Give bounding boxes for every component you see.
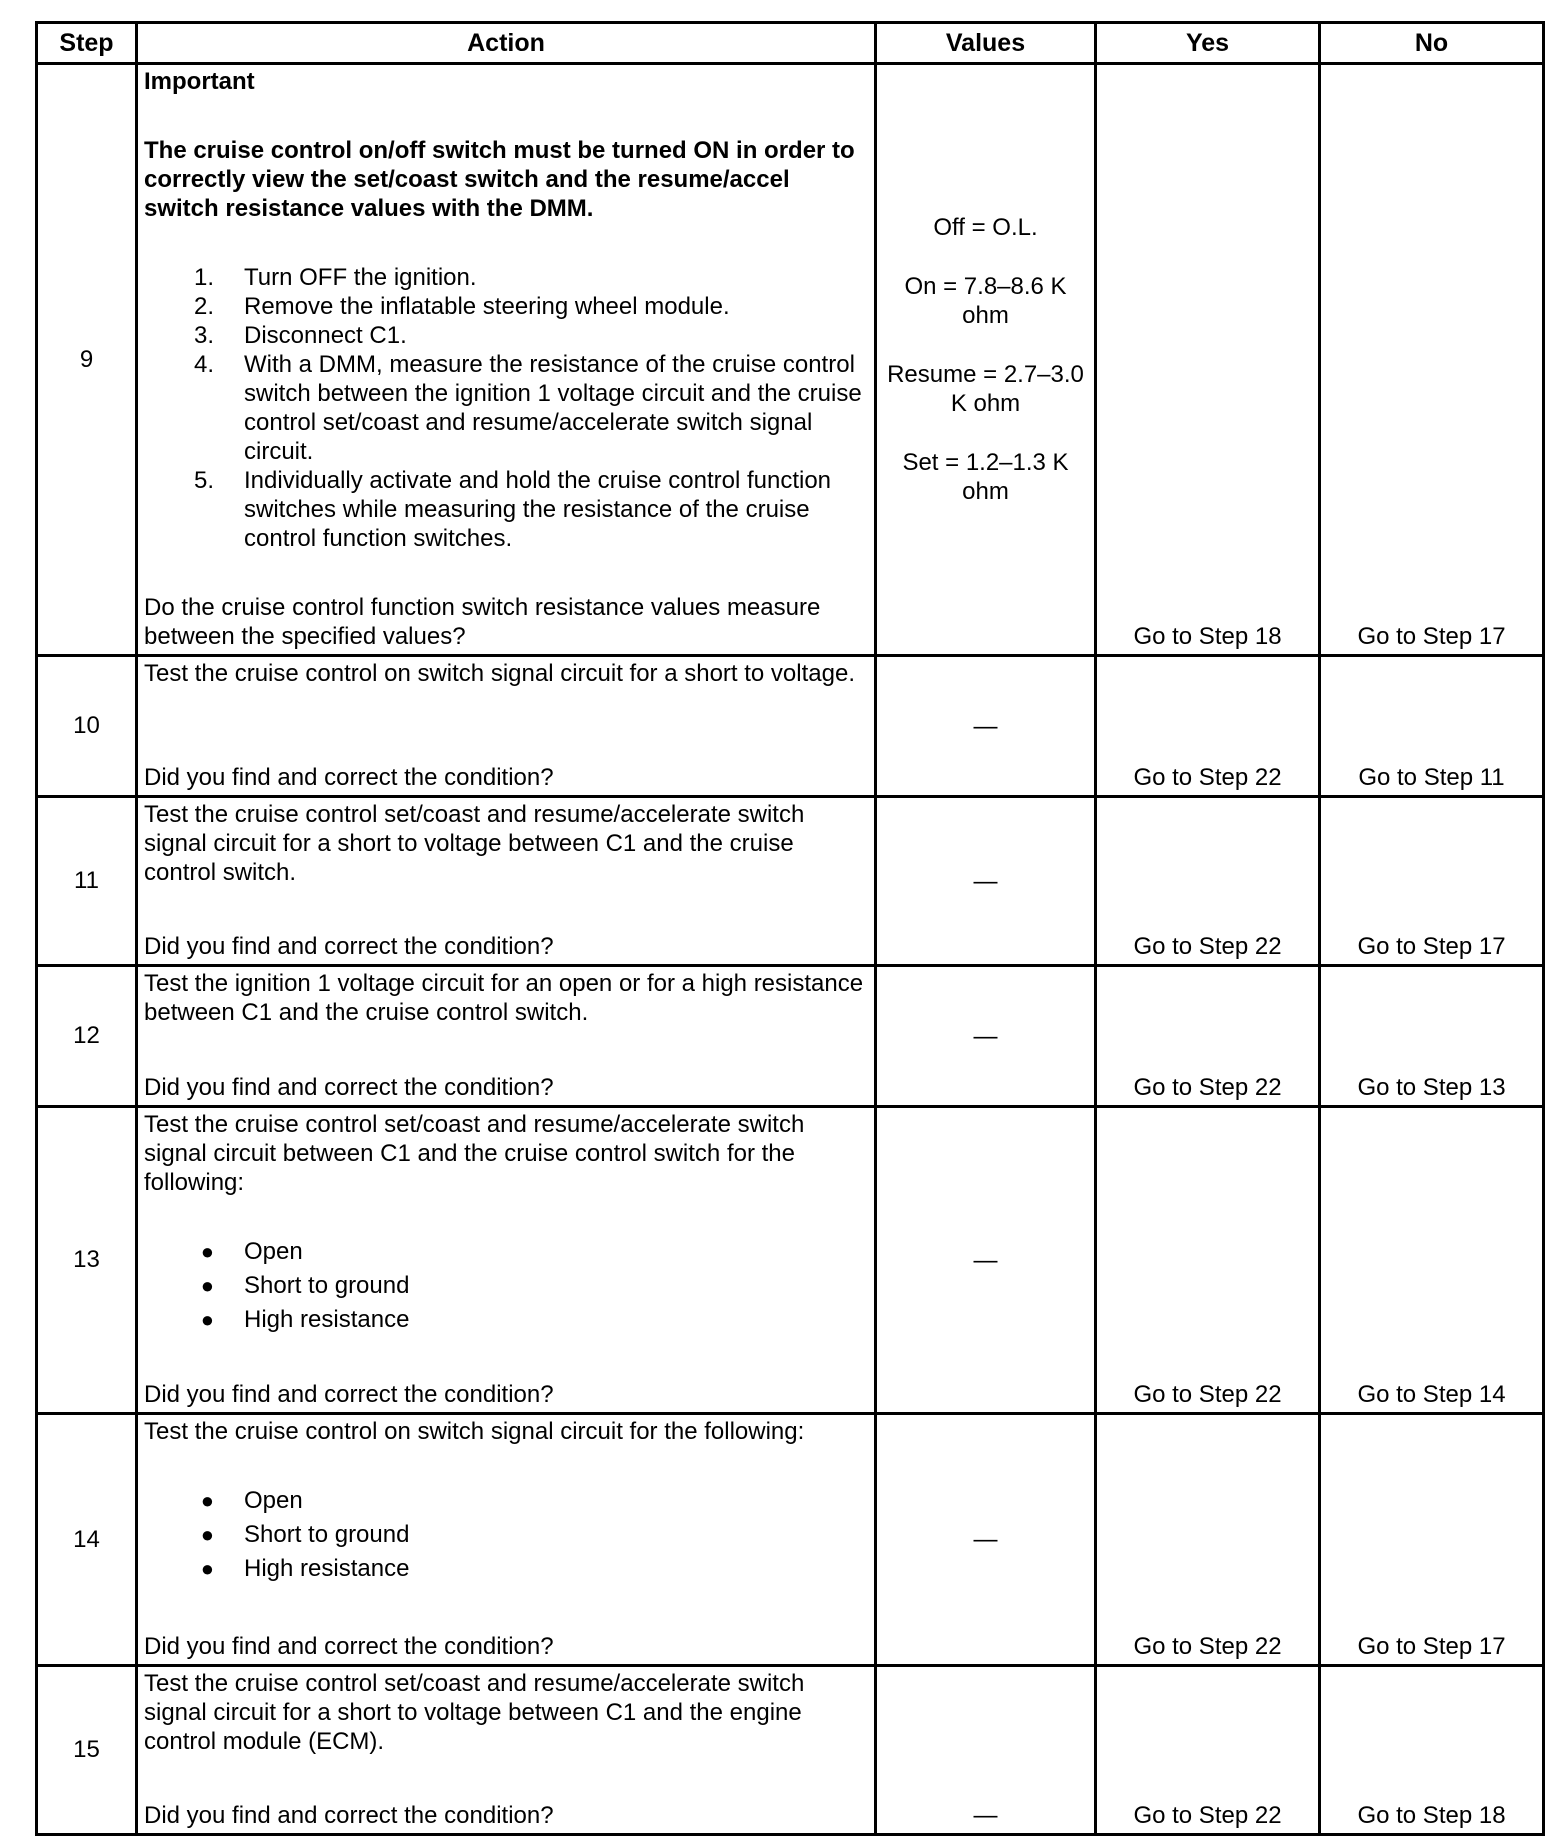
table-row — [37, 966, 1544, 1107]
question-text: Did you find and correct the condition? — [144, 933, 554, 960]
list-item: ● Open — [200, 1487, 303, 1514]
value-dash: — — [876, 1414, 1096, 1666]
value-off: Off = O.L. — [933, 214, 1038, 241]
condition-list — [144, 1484, 864, 1586]
value-dash: — — [876, 656, 1096, 797]
no-link[interactable]: Go to Step 17 — [1357, 1633, 1506, 1660]
action-text: Test the cruise control on switch signal circuit for a short to voltage. — [144, 660, 855, 687]
yes-cell — [1096, 1414, 1320, 1666]
diagnostic-table — [35, 21, 1545, 1836]
yes-link[interactable]: Go to Step 22 — [1133, 1802, 1282, 1829]
list-item: ● Short to ground — [200, 1272, 410, 1299]
step-number: 15 — [37, 1666, 137, 1835]
value-resume: Resume = 2.7–3.0 K ohm — [887, 361, 1084, 417]
step-number: 13 — [37, 1107, 137, 1414]
action-cell — [137, 64, 876, 656]
table-row — [37, 1414, 1544, 1666]
action-text: Test the cruise control set/coast and resume/accelerate switch signal circuit for a short to voltage between C1 and the engine control module (ECM). — [144, 1670, 805, 1755]
question-text: Did you find and correct the condition? — [144, 1802, 554, 1829]
step-number: 12 — [37, 966, 137, 1107]
no-cell — [1320, 1666, 1544, 1835]
list-item: 1. Turn OFF the ignition. — [193, 264, 477, 291]
action-cell — [137, 966, 876, 1107]
no-link[interactable]: Go to Step 11 — [1358, 764, 1505, 791]
action-cell — [137, 1107, 876, 1414]
action-cell — [137, 1414, 876, 1666]
question-text: Did you find and correct the condition? — [144, 1633, 554, 1660]
action-text: Test the cruise control set/coast and resume/accelerate switch signal circuit for a short to voltage between C1 and the cruise control switch. — [144, 801, 805, 886]
no-link[interactable]: Go to Step 14 — [1357, 1381, 1506, 1408]
list-item: 2. Remove the inflatable steering wheel module. — [193, 293, 730, 320]
yes-link[interactable]: Go to Step 22 — [1133, 1633, 1282, 1660]
header-row — [37, 23, 1544, 64]
table-row — [37, 797, 1544, 966]
header-values: Values — [876, 23, 1096, 64]
question-text: Did you find and correct the condition? — [144, 1381, 554, 1408]
step-number: 10 — [37, 656, 137, 797]
no-cell — [1320, 1107, 1544, 1414]
action-text: Test the cruise control on switch signal circuit for the following: — [144, 1418, 805, 1445]
action-cell — [137, 656, 876, 797]
list-item: ● Short to ground — [200, 1521, 410, 1548]
yes-cell — [1096, 64, 1320, 656]
yes-link[interactable]: Go to Step 18 — [1133, 623, 1282, 650]
table-row — [37, 1666, 1544, 1835]
value-on: On = 7.8–8.6 K ohm — [904, 273, 1067, 329]
yes-cell — [1096, 1666, 1320, 1835]
step-number: 14 — [37, 1414, 137, 1666]
yes-cell — [1096, 966, 1320, 1107]
value-dash: — — [876, 797, 1096, 966]
question-text: Did you find and correct the condition? — [144, 1074, 554, 1101]
table-row — [37, 656, 1544, 797]
yes-cell — [1096, 797, 1320, 966]
action-text: Test the ignition 1 voltage circuit for an open or for a high resistance between C1 and the cruise control switch. — [144, 970, 864, 1026]
important-text: The cruise control on/off switch must be turned ON in order to correctly view the set/coast switch and the resume/accel switch resistance values with the DMM. — [144, 137, 855, 222]
list-item: 4. With a DMM, measure the resistance of the cruise control switch between the ignition 1 voltage circuit and the cruise control set/coast and resume/accelerate switch signal circuit. — [193, 351, 862, 465]
list-item: ● High resistance — [200, 1306, 410, 1333]
condition-list — [144, 1235, 864, 1337]
no-cell — [1320, 1414, 1544, 1666]
table-row — [37, 64, 1544, 656]
yes-link[interactable]: Go to Step 22 — [1133, 1381, 1282, 1408]
yes-link[interactable]: Go to Step 22 — [1133, 933, 1282, 960]
header-action: Action — [137, 23, 876, 64]
important-title: Important — [144, 68, 255, 95]
action-text: Test the cruise control set/coast and resume/accelerate switch signal circuit between C1 and the cruise control switch for the following: — [144, 1111, 805, 1196]
question-text: Do the cruise control function switch resistance values measure between the specified values? — [144, 594, 821, 650]
no-cell — [1320, 656, 1544, 797]
values-cell — [876, 64, 1096, 656]
list-item: 3. Disconnect C1. — [193, 322, 407, 349]
value-dash: — — [876, 1107, 1096, 1414]
no-link[interactable]: Go to Step 17 — [1357, 623, 1506, 650]
action-cell — [137, 1666, 876, 1835]
yes-link[interactable]: Go to Step 22 — [1133, 764, 1282, 791]
list-item: ● Open — [200, 1238, 303, 1265]
yes-link[interactable]: Go to Step 22 — [1133, 1074, 1282, 1101]
question-text: Did you find and correct the condition? — [144, 764, 554, 791]
no-link[interactable]: Go to Step 13 — [1357, 1074, 1506, 1101]
header-step: Step — [37, 23, 137, 64]
no-cell — [1320, 64, 1544, 656]
yes-cell — [1096, 656, 1320, 797]
value-dash: — — [973, 1802, 998, 1829]
list-item: ● High resistance — [200, 1555, 410, 1582]
table-row — [37, 1107, 1544, 1414]
step-number: 9 — [37, 64, 137, 656]
value-set: Set = 1.2–1.3 K ohm — [902, 449, 1069, 505]
no-cell — [1320, 966, 1544, 1107]
step-number: 11 — [37, 797, 137, 966]
values-cell — [876, 1666, 1096, 1835]
procedure-list — [144, 263, 864, 553]
value-dash: — — [876, 966, 1096, 1107]
header-no: No — [1320, 23, 1544, 64]
header-yes: Yes — [1096, 23, 1320, 64]
no-link[interactable]: Go to Step 17 — [1357, 933, 1506, 960]
no-link[interactable]: Go to Step 18 — [1357, 1802, 1506, 1829]
action-cell — [137, 797, 876, 966]
no-cell — [1320, 797, 1544, 966]
yes-cell — [1096, 1107, 1320, 1414]
list-item: 5. Individually activate and hold the cruise control function switches while measuring the resistance of the cruise control function switches. — [193, 467, 832, 552]
